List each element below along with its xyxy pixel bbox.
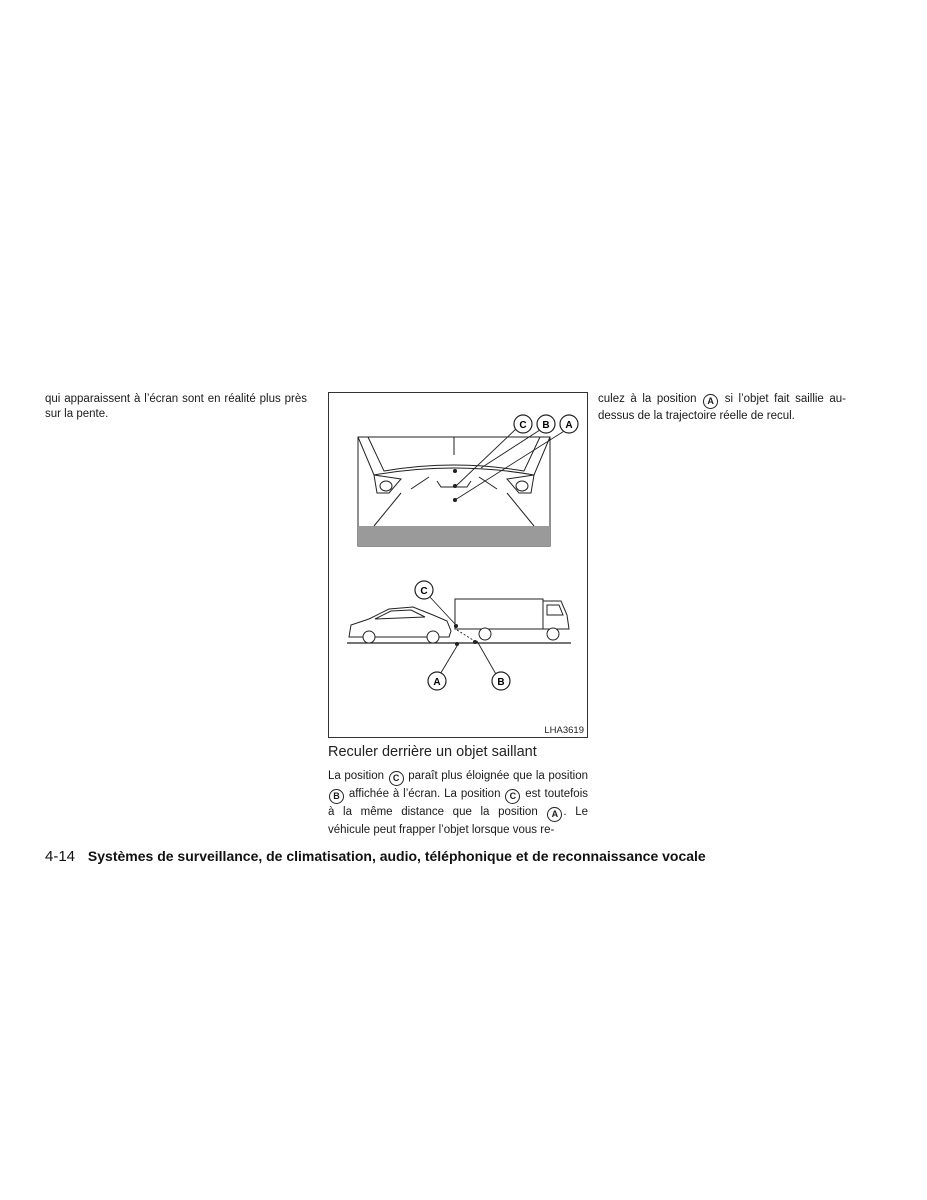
position-a-marker: A [703,394,718,409]
screen-label-b [537,415,555,433]
page-number: 4-14 [45,848,76,865]
svg-text:C: C [519,420,527,431]
svg-text:B: B [497,677,505,688]
text-run: paraît plus éloignée que la position [408,770,589,782]
svg-text:A: A [565,420,573,431]
right-column-text [598,392,846,424]
text-run: culez à la position [598,393,697,405]
camera-diagram [329,393,589,739]
figure-illustration [328,392,588,738]
side-label-c [415,581,433,599]
screen-label-a [560,415,578,433]
position-c-marker: C [389,771,404,786]
side-view [347,599,571,643]
text-run: est toutefois à la même distance que la position [328,788,588,818]
side-label-a [428,672,446,690]
text-run: affichée à l’écran. La position [348,788,501,800]
side-label-b [492,672,510,690]
left-column-text: qui apparaissent à l’écran sont en réalité plus près sur la pente. [45,393,307,420]
chapter-title: Systèmes de surveillance, de climatisation, audio, téléphonique et de reconnaissance vocale [87,848,706,864]
screen-label-c [514,415,532,433]
text-run: La position [328,770,385,782]
text-run: . Le véhicule peut frapper l’objet lorsque vous re- [328,806,588,836]
screen-view [358,437,550,546]
svg-text:B: B [542,420,550,431]
page-footer [45,848,706,865]
text-run: si l’objet fait saillie au-dessus de la trajectoire réelle de recul. [598,393,847,422]
section-heading: Reculer derrière un objet saillant [328,744,537,760]
position-a-marker: A [547,807,562,822]
figure-code: LHA3619 [544,725,584,736]
position-b-marker: B [329,789,344,804]
position-c-marker: C [505,789,520,804]
svg-text:A: A [433,677,441,688]
svg-text:C: C [420,586,428,597]
section-paragraph [328,768,588,838]
